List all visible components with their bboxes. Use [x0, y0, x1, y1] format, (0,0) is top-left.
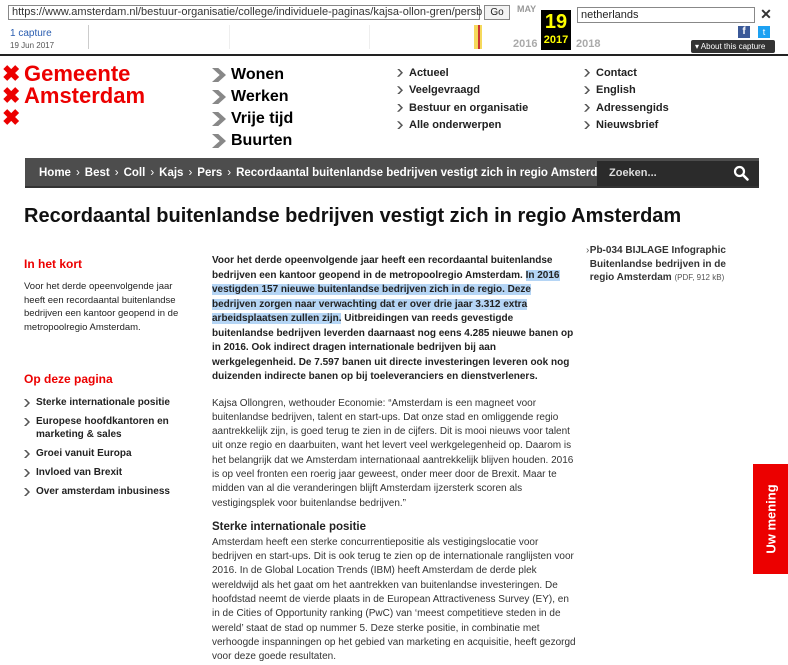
chevron-right-icon: › [586, 245, 590, 256]
op-deze-pagina-heading: Op deze pagina [24, 372, 113, 386]
about-capture-button[interactable]: ▾ About this capture [691, 40, 775, 53]
article-body [212, 254, 576, 665]
chevron-right-icon [24, 488, 30, 496]
chevron-right-icon [397, 86, 403, 94]
facebook-icon[interactable]: f [738, 26, 750, 38]
search-placeholder: Zoeken... [609, 167, 657, 179]
cross-icon: ✖ [2, 83, 21, 108]
search-input[interactable] [597, 161, 759, 186]
nav-item-wonen[interactable]: Wonen [212, 64, 293, 86]
secondary-nav [397, 64, 528, 134]
chevron-right-icon [397, 121, 403, 129]
chevron-right-icon [584, 104, 590, 112]
wayback-search-input[interactable]: netherlands [577, 7, 755, 23]
wayback-go-button[interactable]: Go [484, 5, 510, 20]
breadcrumb-college[interactable]: Coll [123, 167, 146, 179]
wayback-day: 19 [544, 11, 568, 33]
captures-link[interactable]: 1 capture [10, 28, 52, 39]
wayback-month-prev[interactable]: MAY [517, 4, 537, 14]
chevron-right-icon [584, 86, 590, 94]
main-nav [212, 64, 293, 152]
nav-item-english[interactable]: English [584, 82, 669, 100]
wayback-year-prev[interactable]: 2016 [513, 38, 538, 50]
breadcrumb-bestuur[interactable]: Best [84, 167, 110, 179]
download-link[interactable] [586, 244, 746, 285]
capture-sparkline[interactable] [88, 25, 508, 49]
chevron-right-icon [212, 68, 226, 82]
anchor-link[interactable]: Invloed van Brexit [24, 466, 194, 479]
logo-text: Gemeente Amsterdam [24, 61, 146, 108]
nav-item-veelgevraagd[interactable]: Veelgevraagd [397, 82, 528, 100]
nav-item-buurten[interactable]: Buurten [212, 130, 293, 152]
chevron-right-icon [24, 418, 30, 426]
breadcrumb-pers[interactable]: Pers [197, 167, 223, 179]
nav-item-bestuur[interactable]: Bestuur en organisatie [397, 99, 528, 117]
breadcrumb-kajsa[interactable]: Kajs [159, 167, 184, 179]
capture-date: 19 Jun 2017 [10, 41, 55, 50]
chevron-right-icon [24, 469, 30, 477]
in-het-kort-text: Voor het derde opeenvolgende jaar heeft een recordaantal buitenlandse bedrijven een kantoor geopend in de metropoolregio Amsterdam. [24, 281, 179, 333]
article-quote: Kajsa Ollongren, wethouder Economie: “Amsterdam is een magneet voor buitenlandse bedrijven, talent en start-ups. Dat onze stad en omliggende regio aantrekkelijk zijn, is goed terug te zien in de cijfers. Dit is mooi nieuws voor talent uit onze regio en daarbuiten, want het levert veel werkgelegenheid op. Daarom is het belangrijk dat we Amsterdam internationaal aantrekkelijk blijven houden. 2016 is op veel fronten een roerig jaar geweest, onder meer door de Brexit. Maar te midden van al die veranderingen blijft Amsterdam ijzersterk scoren als vestigingsplek voor buitenlandse bedrijven.” [212, 397, 574, 509]
breadcrumb-current: Recordaantal buitenlandse bedrijven vestigt zich in regio Amsterd [236, 167, 598, 179]
wayback-current-date [541, 10, 571, 50]
chevron-right-icon [212, 134, 226, 148]
page-anchor-list [24, 396, 194, 504]
nav-item-vrije-tijd[interactable]: Vrije tijd [212, 108, 293, 130]
chevron-right-icon [584, 69, 590, 77]
cross-icon: ✖ [2, 61, 21, 86]
selected-text: In 2016 vestigden 157 nieuwe buitenlandse bedrijven zich in de regio. Deze bedrijven zorgen naar verwachting dat er over drie jaar 3.312 extra arbeidsplaatsen zullen zijn. [212, 269, 560, 324]
chevron-right-icon [397, 69, 403, 77]
page-title: Recordaantal buitenlandse bedrijven vestigt zich in regio Amsterdam [24, 205, 682, 227]
chevron-right-icon [584, 121, 590, 129]
nav-item-werken[interactable]: Werken [212, 86, 293, 108]
download-meta: (PDF, 912 kB) [674, 273, 725, 282]
anchor-link[interactable]: Groei vanuit Europa [24, 447, 194, 460]
wayback-url-input[interactable]: https://www.amsterdam.nl/bestuur-organisatie/college/individuele-paginas/kajsa-ollon-gren/persb [8, 5, 480, 20]
search-icon[interactable] [733, 165, 749, 181]
utility-nav [584, 64, 669, 134]
nav-item-nieuwsbrief[interactable]: Nieuwsbrief [584, 117, 669, 135]
anchor-link[interactable]: Over amsterdam inbusiness [24, 485, 194, 498]
breadcrumb-bar [25, 158, 759, 188]
feedback-button[interactable]: Uw mening [753, 464, 788, 574]
close-icon[interactable]: ✕ [760, 6, 772, 22]
wayback-year-next[interactable]: 2018 [576, 38, 601, 50]
twitter-icon[interactable]: t [758, 26, 770, 38]
download-title[interactable]: Pb-034 BIJLAGE Infographic Buitenlandse bedrijven in de regio Amsterdam [589, 245, 726, 283]
section-heading: Sterke internationale positie [212, 520, 367, 533]
chevron-right-icon [212, 90, 226, 104]
cross-icon: ✖ [2, 105, 21, 130]
nav-item-actueel[interactable]: Actueel [397, 64, 528, 82]
chevron-right-icon [212, 112, 226, 126]
breadcrumb: Home › Best › Coll › Kajs › Pers › Recordaantal buitenlandse bedrijven vestigt zich in regio Amsterd [39, 167, 598, 179]
article-lead: Voor het derde opeenvolgende jaar heeft een recordaantal buitenlandse bedrijven een kantoor geopend in de metropoolregio Amsterdam. In 2016 vestigden 157 nieuwe buitenlandse bedrijven zich in de regio. Deze bedrijven zorgen naar verwachting dat er over drie jaar 3.312 extra arbeidsplaatsen zullen zijn. Uitbreidingen van reeds gevestigde buitenlandse bedrijven leverden daarnaast nog eens 4.285 nieuwe banen op in 2016. Ook indirect dragen internationale bedrijven bij aan werkgelegenheid. De 7.597 banen uit directe investeringen leveren ook nog duizenden indirecte banen op bij toeleveranciers en dienstverleners. [212, 255, 574, 382]
in-het-kort-heading: In het kort [24, 257, 83, 271]
chevron-right-icon [24, 450, 30, 458]
wayback-toolbar [0, 0, 788, 56]
wayback-year: 2017 [543, 34, 569, 46]
chevron-right-icon [397, 104, 403, 112]
anchor-link[interactable]: Europese hoofdkantoren en marketing & sales [24, 415, 194, 441]
nav-item-contact[interactable]: Contact [584, 64, 669, 82]
nav-item-alle-onderwerpen[interactable]: Alle onderwerpen [397, 117, 528, 135]
section-text: Amsterdam heeft een sterke concurrentiepositie als vestigingslocatie voor bedrijven en start-ups. Dit is ook terug te zien op de internationale ranglijsten voor 2016. In de Global Location Trends (IBM) heeft Amsterdam de derde plek wereldwijd als het gaat om het aantrekken van buitenlandse investeringen. De hoofdstad neemt de vierde plaats in de European Attractiveness Survey (EY), en in de Cities of Opportunity ranking (PwC) van ‘meest competitieve steden in de wereld’ staat de stad op nummer 5. Deze sterke positie, in combinatie met verhoogde inspanningen op het gebied van marketing en acquisitie, heeft gezorgd voor deze goede resultaten. [212, 536, 576, 663]
nav-item-adressengids[interactable]: Adressengids [584, 99, 669, 117]
chevron-right-icon [24, 399, 30, 407]
capture-marker-line [478, 25, 480, 49]
anchor-link[interactable]: Sterke internationale positie [24, 396, 194, 409]
breadcrumb-home[interactable]: Home [39, 167, 71, 179]
